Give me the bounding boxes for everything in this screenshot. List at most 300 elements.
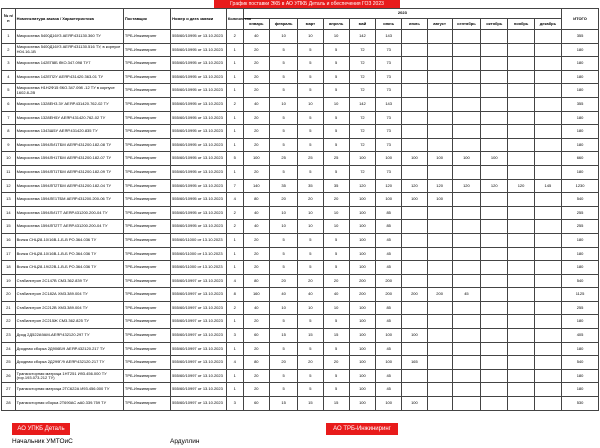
month-value-cell <box>402 369 427 383</box>
signatory-title: Начальник УМТОиС <box>12 438 73 445</box>
table-row <box>2 383 599 397</box>
month-value-cell <box>534 30 561 44</box>
month-value-cell: 10 <box>269 97 297 111</box>
month-value-cell <box>481 43 508 57</box>
month-value-cell: 5 <box>269 342 297 356</box>
item-name-cell: Диод 2Д522А9АМ-АЕЯР.432120.297 ТУ <box>15 329 123 343</box>
month-header: ноябрь <box>508 19 534 30</box>
month-value-cell: 120 <box>349 179 375 193</box>
month-value-cell: 73 <box>376 111 402 125</box>
quantity-cell: 4 <box>226 274 243 288</box>
month-value-cell: 20 <box>243 383 269 397</box>
month-value-cell <box>508 233 534 247</box>
month-value-cell <box>534 84 561 98</box>
quantity-cell: 1 <box>226 261 243 275</box>
month-value-cell <box>452 125 480 139</box>
quantity-cell: 1 <box>226 138 243 152</box>
total-cell: 660 <box>562 152 599 166</box>
month-value-cell: 85 <box>376 301 402 315</box>
month-value-cell <box>402 342 427 356</box>
total-cell: 1125 <box>562 288 599 302</box>
supplier-cell: ТРБ-Инжиниринг <box>123 179 170 193</box>
month-value-cell: 20 <box>243 111 269 125</box>
month-value-cell <box>534 329 561 343</box>
month-value-cell: 5 <box>269 383 297 397</box>
month-value-cell: 100 <box>349 261 375 275</box>
quantity-cell: 1 <box>226 84 243 98</box>
item-name-cell: Транзисторная матрица 2ТС622А И93.456.000 ТУ <box>15 383 123 397</box>
table-row <box>2 43 599 57</box>
month-value-cell <box>481 97 508 111</box>
order-cell: 555/60/10997 от 13.10.2023 <box>171 274 227 288</box>
month-value-cell: 100 <box>349 383 375 397</box>
month-value-cell <box>427 70 452 84</box>
month-value-cell <box>402 84 427 98</box>
month-value-cell <box>427 111 452 125</box>
month-value-cell: 10 <box>298 30 323 44</box>
row-number-cell: 1 <box>2 30 16 44</box>
order-cell: 555/60/10997 от 13.10.2023 <box>171 356 227 370</box>
order-cell: 555/60/10995 от 13.10.2023 <box>171 43 227 57</box>
month-value-cell <box>481 247 508 261</box>
table-row <box>2 70 599 84</box>
table-row <box>2 206 599 220</box>
quantity-cell: 1 <box>226 57 243 71</box>
month-value-cell: 20 <box>298 356 323 370</box>
month-value-cell: 5 <box>298 111 323 125</box>
supplier-cell: ТРБ-Инжиниринг <box>123 70 170 84</box>
month-value-cell: 72 <box>349 57 375 71</box>
order-cell: 555/60/10995 от 13.10.2023 <box>171 165 227 179</box>
month-value-cell <box>508 193 534 207</box>
supplier-cell: ТРБ-Инжиниринг <box>123 261 170 275</box>
month-value-cell <box>452 43 480 57</box>
month-value-cell: 100 <box>349 397 375 411</box>
order-cell: 555/60/10995 от 13.10.2023 <box>171 57 227 71</box>
month-value-cell: 20 <box>243 261 269 275</box>
supplier-badge: АО ТРБ-Инжиниринг <box>326 423 398 435</box>
month-value-cell <box>481 383 508 397</box>
month-value-cell: 100 <box>427 152 452 166</box>
month-value-cell <box>427 383 452 397</box>
month-value-cell <box>452 315 480 329</box>
month-value-cell <box>402 220 427 234</box>
row-number-cell: 21 <box>2 301 16 315</box>
month-value-cell <box>427 138 452 152</box>
row-number-cell: 6 <box>2 97 16 111</box>
month-value-cell <box>508 57 534 71</box>
supplier-cell: ТРБ-Инжиниринг <box>123 329 170 343</box>
table-row <box>2 57 599 71</box>
quantity-cell: 3 <box>226 397 243 411</box>
month-value-cell <box>402 165 427 179</box>
month-value-cell <box>481 342 508 356</box>
month-value-cell <box>534 342 561 356</box>
month-value-cell <box>534 247 561 261</box>
month-value-cell <box>534 206 561 220</box>
month-value-cell: 45 <box>376 261 402 275</box>
row-number-cell: 14 <box>2 206 16 220</box>
month-value-cell <box>534 356 561 370</box>
month-value-cell: 5 <box>269 70 297 84</box>
month-value-cell: 45 <box>376 342 402 356</box>
month-value-cell: 160 <box>243 288 269 302</box>
month-value-cell: 120 <box>402 179 427 193</box>
supplier-cell: ТРБ-Инжиниринг <box>123 206 170 220</box>
month-value-cell: 120 <box>452 179 480 193</box>
quantity-cell: 1 <box>226 315 243 329</box>
month-value-cell <box>534 111 561 125</box>
month-value-cell <box>452 329 480 343</box>
row-number-cell: 27 <box>2 383 16 397</box>
month-value-cell: 5 <box>269 57 297 71</box>
supplier-cell: ТРБ-Инжиниринг <box>123 342 170 356</box>
month-value-cell: 5 <box>323 57 349 71</box>
order-cell: 555/60/10995 от 13.10.2023 <box>171 152 227 166</box>
month-value-cell: 40 <box>243 30 269 44</box>
item-name-cell: Микросхема Н1Н2Ф15 бКО.347.098 -12 ТУ в корпусе 1602.8-2В <box>15 84 123 98</box>
row-number-cell: 28 <box>2 397 16 411</box>
order-cell: 555/60/10997 от 13.10.2023 <box>171 288 227 302</box>
month-value-cell <box>452 397 480 411</box>
month-value-cell: 5 <box>298 57 323 71</box>
month-value-cell <box>427 356 452 370</box>
month-value-cell: 100 <box>349 356 375 370</box>
month-value-cell: 143 <box>376 97 402 111</box>
month-header: сентябрь <box>452 19 480 30</box>
month-value-cell: 100 <box>349 233 375 247</box>
table-row <box>2 288 599 302</box>
month-value-cell <box>534 220 561 234</box>
month-value-cell: 45 <box>376 369 402 383</box>
item-name-cell: Микросхема 1594ЛИ1ТБМ АЕЯР.431200.182-08 ТУ <box>15 138 123 152</box>
month-value-cell: 20 <box>269 356 297 370</box>
month-value-cell <box>508 247 534 261</box>
month-value-cell <box>508 329 534 343</box>
month-value-cell: 100 <box>376 397 402 411</box>
month-value-cell: 5 <box>298 84 323 98</box>
row-number-cell: 20 <box>2 288 16 302</box>
col-name-header: Номенклатура заказа / Характеристика <box>15 9 123 30</box>
item-name-cell: Стабилитрон 2С182А ХМ3.389.004 ТУ <box>15 288 123 302</box>
month-value-cell <box>427 30 452 44</box>
month-value-cell <box>508 369 534 383</box>
month-value-cell: 40 <box>243 301 269 315</box>
order-cell: 555/60/10997 от 13.10.2023 <box>171 301 227 315</box>
month-header: февраль <box>269 19 297 30</box>
item-name-cell: Вилка СНЦ28-10/16В-1-В-Б РО.364.036 ТУ <box>15 247 123 261</box>
month-value-cell: 40 <box>243 206 269 220</box>
supplier-cell: ТРБ-Инжиниринг <box>123 220 170 234</box>
supplier-cell: ТРБ-Инжиниринг <box>123 152 170 166</box>
month-value-cell <box>508 315 534 329</box>
supplier-cell: ТРБ-Инжиниринг <box>123 247 170 261</box>
month-header: март <box>298 19 323 30</box>
month-value-cell: 100 <box>402 329 427 343</box>
month-value-cell <box>452 30 480 44</box>
item-name-cell: Вилка СНЦ28-19/22В-1-В-Б РО.364.036 ТУ <box>15 261 123 275</box>
month-value-cell <box>481 288 508 302</box>
quantity-cell: 1 <box>226 233 243 247</box>
month-value-cell: 100 <box>452 152 480 166</box>
table-row <box>2 97 599 111</box>
month-value-cell: 10 <box>269 301 297 315</box>
total-cell: 1230 <box>562 179 599 193</box>
month-value-cell: 20 <box>298 193 323 207</box>
month-value-cell <box>427 97 452 111</box>
month-value-cell <box>427 397 452 411</box>
month-value-cell: 40 <box>269 288 297 302</box>
month-value-cell: 35 <box>298 179 323 193</box>
month-value-cell: 10 <box>269 30 297 44</box>
total-cell: 530 <box>562 397 599 411</box>
month-value-cell: 100 <box>243 152 269 166</box>
month-value-cell: 72 <box>349 165 375 179</box>
quantity-cell: 2 <box>226 206 243 220</box>
month-value-cell <box>508 165 534 179</box>
month-value-cell <box>481 301 508 315</box>
item-name-cell: Транзисторная матрица 1НТ251 И93.456.000 ТУ (гор.193.073.212 ТУ) <box>15 369 123 383</box>
month-value-cell <box>452 165 480 179</box>
item-name-cell: Транзисторная сборка 2Т690АС аА0.339.759 ТУ <box>15 397 123 411</box>
month-value-cell: 20 <box>243 315 269 329</box>
month-value-cell: 5 <box>323 43 349 57</box>
month-value-cell <box>508 288 534 302</box>
month-value-cell: 142 <box>349 30 375 44</box>
supplier-cell: ТРБ-Инжиниринг <box>123 315 170 329</box>
month-value-cell <box>452 274 480 288</box>
month-value-cell: 5 <box>298 369 323 383</box>
month-value-cell: 73 <box>376 57 402 71</box>
year-header: 2023 <box>243 9 561 19</box>
month-value-cell: 120 <box>481 179 508 193</box>
month-value-cell: 200 <box>349 288 375 302</box>
order-cell: 555/60/10995 от 13.10.2023 <box>171 30 227 44</box>
month-value-cell: 20 <box>298 274 323 288</box>
month-value-cell <box>452 84 480 98</box>
month-header: июль <box>402 19 427 30</box>
order-cell: 555/60/11000 от 13.10.2023 <box>171 261 227 275</box>
month-value-cell: 72 <box>349 43 375 57</box>
total-cell: 180 <box>562 84 599 98</box>
month-value-cell <box>427 233 452 247</box>
item-name-cell: Микросхема 142ЕП8Б бКО.347.098 ТУ7 <box>15 57 123 71</box>
month-value-cell: 10 <box>323 206 349 220</box>
month-value-cell: 142 <box>349 97 375 111</box>
month-value-cell <box>427 301 452 315</box>
table-row <box>2 193 599 207</box>
month-value-cell <box>508 274 534 288</box>
month-value-cell: 15 <box>298 329 323 343</box>
supplier-cell: ТРБ-Инжиниринг <box>123 369 170 383</box>
item-name-cell: Микросхема 1594ЛИ1ТТ АЕЯР.431200.200-04 ТУ <box>15 206 123 220</box>
month-value-cell: 80 <box>243 274 269 288</box>
quantity-cell: 1 <box>226 247 243 261</box>
table-row <box>2 111 599 125</box>
month-value-cell <box>534 97 561 111</box>
month-value-cell: 20 <box>269 193 297 207</box>
month-value-cell: 5 <box>323 342 349 356</box>
month-value-cell: 100 <box>376 152 402 166</box>
supplier-cell: ТРБ-Инжиниринг <box>123 301 170 315</box>
order-cell: 555/60/10997 от 13.10.2023 <box>171 342 227 356</box>
month-value-cell: 100 <box>402 152 427 166</box>
month-value-cell: 5 <box>323 70 349 84</box>
month-value-cell: 5 <box>323 383 349 397</box>
month-value-cell: 5 <box>269 125 297 139</box>
month-value-cell <box>452 138 480 152</box>
order-cell: 555/60/10995 от 13.10.2023 <box>171 125 227 139</box>
month-header: декабрь <box>534 19 561 30</box>
month-value-cell: 5 <box>269 369 297 383</box>
month-value-cell: 60 <box>243 329 269 343</box>
month-value-cell: 35 <box>269 179 297 193</box>
quantity-cell: 3 <box>226 329 243 343</box>
month-value-cell: 100 <box>349 220 375 234</box>
month-value-cell <box>452 247 480 261</box>
month-value-cell: 100 <box>427 193 452 207</box>
month-value-cell: 100 <box>349 206 375 220</box>
order-cell: 555/60/10997 от 13.10.2023 <box>171 397 227 411</box>
quantity-cell: 2 <box>226 220 243 234</box>
month-value-cell: 5 <box>323 138 349 152</box>
month-value-cell <box>402 43 427 57</box>
month-value-cell: 100 <box>349 301 375 315</box>
month-value-cell: 5 <box>269 165 297 179</box>
col-qty-header: Количество <box>226 9 243 30</box>
month-value-cell: 120 <box>376 179 402 193</box>
row-number-cell: 24 <box>2 342 16 356</box>
month-header: апрель <box>323 19 349 30</box>
month-value-cell <box>452 369 480 383</box>
month-value-cell <box>427 220 452 234</box>
month-value-cell <box>481 261 508 275</box>
month-value-cell <box>508 261 534 275</box>
item-name-cell: Микросхема 1343Ш5У АЕЯР.431420.835 ТУ <box>15 125 123 139</box>
month-value-cell <box>508 125 534 139</box>
month-value-cell <box>427 261 452 275</box>
month-value-cell <box>534 138 561 152</box>
month-value-cell: 100 <box>376 193 402 207</box>
month-value-cell <box>402 125 427 139</box>
quantity-cell: 2 <box>226 30 243 44</box>
month-value-cell: 100 <box>349 315 375 329</box>
month-value-cell: 5 <box>323 247 349 261</box>
month-value-cell: 5 <box>269 261 297 275</box>
item-name-cell: Микросхема 1328ЕН5У АЕЯР.431420.762-02 ТУ <box>15 111 123 125</box>
month-value-cell <box>402 274 427 288</box>
month-value-cell <box>481 220 508 234</box>
quantity-cell: 1 <box>226 165 243 179</box>
item-name-cell: Микросхема 142ЕП2У АЕЯР.431420.363-01 ТУ <box>15 70 123 84</box>
order-cell: 555/60/10995 от 13.10.2023 <box>171 206 227 220</box>
month-value-cell <box>534 233 561 247</box>
table-row <box>2 138 599 152</box>
month-value-cell: 5 <box>298 342 323 356</box>
item-name-cell: Стабилитрон 2С147В СМ3.362.839 ТУ <box>15 274 123 288</box>
month-value-cell <box>534 125 561 139</box>
month-value-cell: 5 <box>323 84 349 98</box>
month-value-cell: 5 <box>269 247 297 261</box>
table-row <box>2 233 599 247</box>
total-cell: 180 <box>562 315 599 329</box>
month-value-cell: 120 <box>427 179 452 193</box>
row-number-cell: 3 <box>2 57 16 71</box>
row-number-cell: 7 <box>2 111 16 125</box>
total-cell: 180 <box>562 342 599 356</box>
quantity-cell: 1 <box>226 383 243 397</box>
month-value-cell <box>534 152 561 166</box>
total-cell: 180 <box>562 261 599 275</box>
month-value-cell: 20 <box>243 233 269 247</box>
month-value-cell <box>481 125 508 139</box>
month-value-cell <box>402 233 427 247</box>
month-header: январь <box>243 19 269 30</box>
month-value-cell <box>427 43 452 57</box>
month-value-cell <box>452 193 480 207</box>
item-name-cell: Стабилитрон 2С215Ж СМ3.362.825 ТУ <box>15 315 123 329</box>
month-value-cell: 15 <box>269 329 297 343</box>
month-value-cell <box>452 70 480 84</box>
month-value-cell: 73 <box>376 84 402 98</box>
month-value-cell: 40 <box>243 220 269 234</box>
month-value-cell <box>452 261 480 275</box>
row-number-cell: 13 <box>2 193 16 207</box>
supplier-cell: ТРБ-Инжиниринг <box>123 30 170 44</box>
month-value-cell: 10 <box>323 97 349 111</box>
month-value-cell: 20 <box>323 193 349 207</box>
total-cell: 355 <box>562 30 599 44</box>
month-value-cell: 20 <box>243 43 269 57</box>
supplier-cell: ТРБ-Инжиниринг <box>123 97 170 111</box>
month-value-cell <box>508 30 534 44</box>
supplier-cell: ТРБ-Инжиниринг <box>123 43 170 57</box>
month-value-cell: 165 <box>402 356 427 370</box>
month-value-cell: 73 <box>376 43 402 57</box>
table-row <box>2 84 599 98</box>
month-value-cell <box>402 70 427 84</box>
col-total-header: ИТОГО <box>562 9 599 30</box>
month-value-cell <box>508 397 534 411</box>
month-value-cell: 20 <box>323 274 349 288</box>
month-value-cell <box>534 315 561 329</box>
month-value-cell <box>402 57 427 71</box>
row-number-cell: 9 <box>2 138 16 152</box>
month-value-cell <box>427 329 452 343</box>
month-value-cell <box>402 30 427 44</box>
total-cell: 180 <box>562 247 599 261</box>
month-value-cell <box>481 206 508 220</box>
month-value-cell <box>402 315 427 329</box>
table-row <box>2 125 599 139</box>
month-value-cell: 5 <box>298 165 323 179</box>
row-number-cell: 18 <box>2 261 16 275</box>
table-row <box>2 152 599 166</box>
month-value-cell: 10 <box>269 206 297 220</box>
month-value-cell <box>427 84 452 98</box>
supplier-cell: ТРБ-Инжиниринг <box>123 233 170 247</box>
quantity-cell: 5 <box>226 152 243 166</box>
month-value-cell: 5 <box>323 261 349 275</box>
month-value-cell <box>534 383 561 397</box>
customer-badge: АО УПКБ Деталь <box>12 423 70 435</box>
total-cell: 355 <box>562 97 599 111</box>
month-value-cell: 73 <box>376 125 402 139</box>
order-cell: 555/60/10995 от 13.10.2023 <box>171 111 227 125</box>
month-header: август <box>427 19 452 30</box>
month-value-cell <box>534 288 561 302</box>
month-header: май <box>349 19 375 30</box>
